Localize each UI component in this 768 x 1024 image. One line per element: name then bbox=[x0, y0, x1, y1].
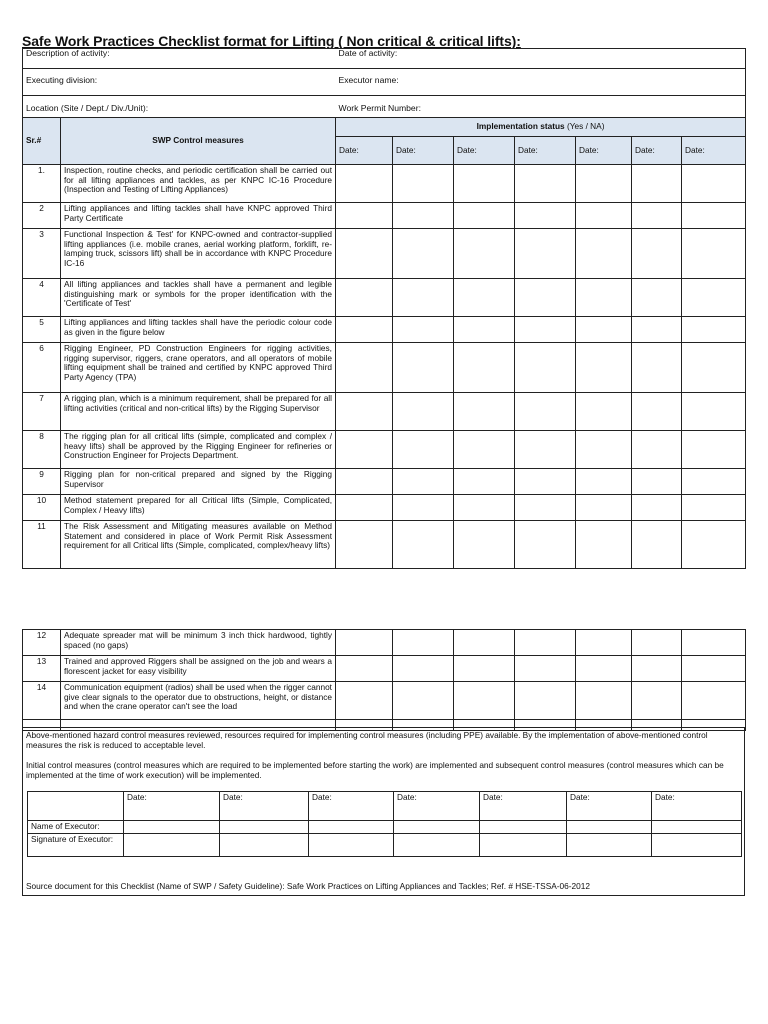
executor-name-cell[interactable] bbox=[309, 821, 394, 834]
status-cell[interactable] bbox=[515, 229, 576, 279]
status-cell[interactable] bbox=[632, 495, 682, 521]
implementation-status-header: Implementation status (Yes / NA) bbox=[336, 118, 746, 137]
control-measure-text: Rigging Engineer, PD Construction Engineers for rigging activities, rigging supervisor, riggers, crane operators, and all operators of mobile lifting equipment shall be trained and certified by KNPC approved Third Party Agency (TPA) bbox=[61, 343, 336, 393]
status-cell[interactable] bbox=[632, 393, 682, 431]
status-cell[interactable] bbox=[515, 630, 576, 656]
status-cell[interactable] bbox=[515, 317, 576, 343]
status-cell[interactable] bbox=[454, 469, 515, 495]
status-cell[interactable] bbox=[336, 229, 393, 279]
signature-table bbox=[27, 791, 742, 857]
row-number: 10 bbox=[23, 495, 61, 521]
date-header-cell: Date: bbox=[576, 137, 632, 165]
declaration-paragraph-1: Above-mentioned hazard control measures reviewed, resources required for implementing control measures (including PPE) available. By the implementation of above-mentioned control measures the risk is reduced to acceptable level. bbox=[26, 730, 708, 750]
row-number: 9 bbox=[23, 469, 61, 495]
executor-name-cell[interactable] bbox=[652, 821, 742, 834]
checklist-row bbox=[23, 682, 746, 720]
status-cell[interactable] bbox=[682, 165, 746, 203]
checklist-row bbox=[23, 495, 746, 521]
status-cell[interactable] bbox=[682, 203, 746, 229]
control-measure-text: Adequate spreader mat will be minimum 3 inch thick hardwood, tightly spaced (no gaps) bbox=[61, 630, 336, 656]
status-cell[interactable] bbox=[336, 165, 393, 203]
executor-signature-cell[interactable] bbox=[394, 834, 480, 857]
status-cell[interactable] bbox=[393, 431, 454, 469]
row-number: 14 bbox=[23, 682, 61, 720]
status-cell[interactable] bbox=[393, 682, 454, 720]
status-cell[interactable] bbox=[336, 682, 393, 720]
status-cell[interactable] bbox=[576, 630, 632, 656]
status-cell[interactable] bbox=[632, 469, 682, 495]
control-measure-text: The Risk Assessment and Mitigating measures available on Method Statement and considered in place of Work Permit Risk Assessment requirement for all Critical lifts (Simple, complicated, complex/heavy lifts) bbox=[61, 521, 336, 569]
status-cell[interactable] bbox=[576, 521, 632, 569]
checklist-row bbox=[23, 630, 746, 656]
status-cell[interactable] bbox=[454, 343, 515, 393]
checklist-table-page1 bbox=[22, 48, 746, 569]
status-cell[interactable] bbox=[576, 682, 632, 720]
status-cell[interactable] bbox=[632, 656, 682, 682]
status-cell[interactable] bbox=[515, 495, 576, 521]
status-cell[interactable] bbox=[393, 656, 454, 682]
status-cell[interactable] bbox=[576, 469, 632, 495]
status-cell[interactable] bbox=[682, 229, 746, 279]
status-cell[interactable] bbox=[336, 495, 393, 521]
status-cell[interactable] bbox=[576, 656, 632, 682]
signature-of-executor-label: Signature of Executor: bbox=[28, 834, 124, 857]
executor-signature-cell[interactable] bbox=[652, 834, 742, 857]
control-measure-text: Trained and approved Riggers shall be assigned on the job and wears a florescent jacket for easy visibility bbox=[61, 656, 336, 682]
status-cell[interactable] bbox=[515, 656, 576, 682]
status-cell[interactable] bbox=[682, 682, 746, 720]
executor-name-cell[interactable] bbox=[220, 821, 309, 834]
executor-signature-cell[interactable] bbox=[567, 834, 652, 857]
status-cell[interactable] bbox=[336, 343, 393, 393]
checklist-row bbox=[23, 656, 746, 682]
checklist-rows-page1 bbox=[23, 165, 746, 569]
control-measure-text: Lifting appliances and lifting tackles shall have KNPC approved Third Party Certificate bbox=[61, 203, 336, 229]
status-cell[interactable] bbox=[682, 656, 746, 682]
checklist-table-page2 bbox=[22, 629, 746, 731]
status-cell[interactable] bbox=[576, 343, 632, 393]
row-number: 13 bbox=[23, 656, 61, 682]
executor-name-cell[interactable] bbox=[480, 821, 567, 834]
status-cell[interactable] bbox=[336, 469, 393, 495]
checklist-row bbox=[23, 393, 746, 431]
status-cell[interactable] bbox=[336, 656, 393, 682]
status-cell[interactable] bbox=[393, 317, 454, 343]
date-header-cell: Date: bbox=[336, 137, 393, 165]
control-measure-text: All lifting appliances and tackles shall have a permanent and legible distinguishing mark or symbols for the proper identification with the 'Certificate of Test' bbox=[61, 279, 336, 317]
signature-date-cell[interactable]: Date: bbox=[652, 792, 742, 821]
status-cell[interactable] bbox=[454, 279, 515, 317]
executor-signature-cell[interactable] bbox=[309, 834, 394, 857]
row-number: 8 bbox=[23, 431, 61, 469]
status-cell[interactable] bbox=[393, 630, 454, 656]
row-number: 6 bbox=[23, 343, 61, 393]
status-cell[interactable] bbox=[632, 165, 682, 203]
description-label: Description of activity: bbox=[23, 49, 336, 69]
status-cell[interactable] bbox=[336, 431, 393, 469]
status-cell[interactable] bbox=[576, 203, 632, 229]
status-cell[interactable] bbox=[454, 682, 515, 720]
checklist-row bbox=[23, 469, 746, 495]
row-number: 1. bbox=[23, 165, 61, 203]
status-cell[interactable] bbox=[576, 279, 632, 317]
measures-header: SWP Control measures bbox=[61, 118, 336, 165]
executor-signature-cell[interactable] bbox=[480, 834, 567, 857]
checklist-rows-page2 bbox=[23, 630, 746, 731]
executor-name-cell[interactable] bbox=[124, 821, 220, 834]
blank-label-cell bbox=[28, 792, 124, 821]
status-cell[interactable] bbox=[632, 521, 682, 569]
status-cell[interactable] bbox=[632, 203, 682, 229]
executor-signature-cell[interactable] bbox=[220, 834, 309, 857]
location-label: Location (Site / Dept./ Div./Unit): bbox=[23, 96, 336, 118]
status-cell[interactable] bbox=[393, 279, 454, 317]
date-header-cell: Date: bbox=[393, 137, 454, 165]
status-cell[interactable] bbox=[682, 521, 746, 569]
status-cell[interactable] bbox=[393, 229, 454, 279]
date-header-cell: Date: bbox=[682, 137, 746, 165]
status-cell[interactable] bbox=[632, 630, 682, 656]
status-cell[interactable] bbox=[515, 682, 576, 720]
status-cell[interactable] bbox=[336, 279, 393, 317]
control-measure-text: Inspection, routine checks, and periodic certification shall be carried out for all lifting appliances and tackles, as per KNPC IC-16 Procedure (Inspection and Testing of Lifting Appliances) bbox=[61, 165, 336, 203]
status-cell[interactable] bbox=[515, 343, 576, 393]
status-cell[interactable] bbox=[682, 495, 746, 521]
control-measure-text: Method statement prepared for all Critical lifts (Simple, Complicated, Complex / Heavy lifts) bbox=[61, 495, 336, 521]
signature-date-cell[interactable]: Date: bbox=[480, 792, 567, 821]
status-cell[interactable] bbox=[336, 393, 393, 431]
status-cell[interactable] bbox=[393, 343, 454, 393]
source-document-text: Source document for this Checklist (Name of SWP / Safety Guideline): Safe Work Practices on Lifting Appliances and Tackles; Ref. # HSE-TSSA-06-2012 bbox=[26, 881, 590, 891]
executor-signature-cell[interactable] bbox=[124, 834, 220, 857]
signature-date-cell[interactable]: Date: bbox=[567, 792, 652, 821]
status-cell[interactable] bbox=[454, 317, 515, 343]
status-cell[interactable] bbox=[576, 495, 632, 521]
status-cell[interactable] bbox=[682, 431, 746, 469]
control-measure-text: Lifting appliances and lifting tackles shall have the periodic colour code as given in the figure below bbox=[61, 317, 336, 343]
status-cell[interactable] bbox=[336, 630, 393, 656]
status-cell[interactable] bbox=[336, 317, 393, 343]
status-cell[interactable] bbox=[632, 317, 682, 343]
status-cell[interactable] bbox=[454, 229, 515, 279]
status-cell[interactable] bbox=[393, 203, 454, 229]
status-cell[interactable] bbox=[393, 521, 454, 569]
status-cell[interactable] bbox=[682, 469, 746, 495]
status-cell[interactable] bbox=[515, 521, 576, 569]
checklist-row bbox=[23, 431, 746, 469]
control-measure-text: A rigging plan, which is a minimum requirement, shall be prepared for all lifting activities (critical and non-critical lifts) by the Rigging Supervisor bbox=[61, 393, 336, 431]
name-of-executor-row bbox=[28, 821, 742, 834]
checklist-row bbox=[23, 229, 746, 279]
executor-name-label: Executor name: bbox=[336, 69, 746, 96]
date-header-cell: Date: bbox=[632, 137, 682, 165]
date-header-cell: Date: bbox=[515, 137, 576, 165]
status-cell[interactable] bbox=[682, 343, 746, 393]
status-cell[interactable] bbox=[454, 495, 515, 521]
status-cell[interactable] bbox=[632, 682, 682, 720]
checklist-row bbox=[23, 165, 746, 203]
row-number: 4 bbox=[23, 279, 61, 317]
status-cell[interactable] bbox=[393, 469, 454, 495]
status-cell[interactable] bbox=[632, 343, 682, 393]
document-title: Safe Work Practices Checklist format for Lifting ( Non critical & critical lifts): bbox=[22, 33, 521, 49]
status-cell[interactable] bbox=[454, 165, 515, 203]
control-measure-text: Communication equipment (radios) shall be used when the rigger cannot give clear signals to the operator due to obstructions, height, or distance and when the crane operator can't see the load bbox=[61, 682, 336, 720]
control-measure-text: The rigging plan for all critical lifts (simple, complicated and complex / heavy lifts) shall be approved by the Rigging Engineer for refineries or Construction Engineer for Projects Department. bbox=[61, 431, 336, 469]
status-cell[interactable] bbox=[515, 431, 576, 469]
signature-date-cell[interactable]: Date: bbox=[309, 792, 394, 821]
status-cell[interactable] bbox=[454, 431, 515, 469]
status-cell[interactable] bbox=[336, 521, 393, 569]
status-cell[interactable] bbox=[454, 393, 515, 431]
declaration-paragraph-2: Initial control measures (control measures which are required to be implemented before starting the work) are implemented and subsequent control measures (control measures which can be implemented at the time of work execution) will be implemented. bbox=[26, 760, 724, 780]
status-cell[interactable] bbox=[682, 393, 746, 431]
work-permit-label: Work Permit Number: bbox=[336, 96, 746, 118]
row-number: 3 bbox=[23, 229, 61, 279]
date-header-cell: Date: bbox=[454, 137, 515, 165]
status-cell[interactable] bbox=[515, 279, 576, 317]
status-cell[interactable] bbox=[393, 495, 454, 521]
status-cell[interactable] bbox=[632, 431, 682, 469]
checklist-row bbox=[23, 343, 746, 393]
status-cell[interactable] bbox=[454, 630, 515, 656]
status-cell[interactable] bbox=[682, 630, 746, 656]
status-cell[interactable] bbox=[576, 431, 632, 469]
checklist-row bbox=[23, 521, 746, 569]
status-cell[interactable] bbox=[393, 165, 454, 203]
status-cell[interactable] bbox=[576, 317, 632, 343]
status-cell[interactable] bbox=[515, 469, 576, 495]
status-cell[interactable] bbox=[515, 393, 576, 431]
signature-of-executor-row bbox=[28, 834, 742, 857]
control-measure-text: Rigging plan for non-critical prepared and signed by the Rigging Supervisor bbox=[61, 469, 336, 495]
row-number: 11 bbox=[23, 521, 61, 569]
status-cell[interactable] bbox=[682, 317, 746, 343]
status-cell[interactable] bbox=[632, 229, 682, 279]
sr-header: Sr.# bbox=[23, 118, 61, 165]
executor-name-cell[interactable] bbox=[394, 821, 480, 834]
row-number: 2 bbox=[23, 203, 61, 229]
status-cell[interactable] bbox=[515, 203, 576, 229]
checklist-row bbox=[23, 279, 746, 317]
status-cell[interactable] bbox=[454, 521, 515, 569]
status-cell[interactable] bbox=[454, 203, 515, 229]
status-cell[interactable] bbox=[576, 393, 632, 431]
signature-date-cell[interactable]: Date: bbox=[394, 792, 480, 821]
status-cell[interactable] bbox=[515, 165, 576, 203]
status-cell[interactable] bbox=[576, 165, 632, 203]
executing-division-label: Executing division: bbox=[23, 69, 336, 96]
control-measure-text: Functional Inspection & Test' for KNPC-owned and contractor-supplied lifting appliances (i.e. mobile cranes, aerial working platform, forklift, re-lamping truck, scissors lift) shall be in accordance with KNPC Procedure IC-16 bbox=[61, 229, 336, 279]
checklist-row bbox=[23, 203, 746, 229]
signature-date-cell[interactable]: Date: bbox=[220, 792, 309, 821]
signature-date-row bbox=[28, 792, 742, 821]
date-of-activity-label: Date of activity: bbox=[336, 49, 746, 69]
status-cell[interactable] bbox=[632, 279, 682, 317]
name-of-executor-label: Name of Executor: bbox=[28, 821, 124, 834]
row-number: 5 bbox=[23, 317, 61, 343]
status-cell[interactable] bbox=[454, 656, 515, 682]
status-cell[interactable] bbox=[576, 229, 632, 279]
status-cell[interactable] bbox=[336, 203, 393, 229]
row-number: 12 bbox=[23, 630, 61, 656]
status-cell[interactable] bbox=[682, 279, 746, 317]
status-cell[interactable] bbox=[393, 393, 454, 431]
executor-name-cell[interactable] bbox=[567, 821, 652, 834]
row-number: 7 bbox=[23, 393, 61, 431]
signature-date-cell[interactable]: Date: bbox=[124, 792, 220, 821]
checklist-row bbox=[23, 317, 746, 343]
